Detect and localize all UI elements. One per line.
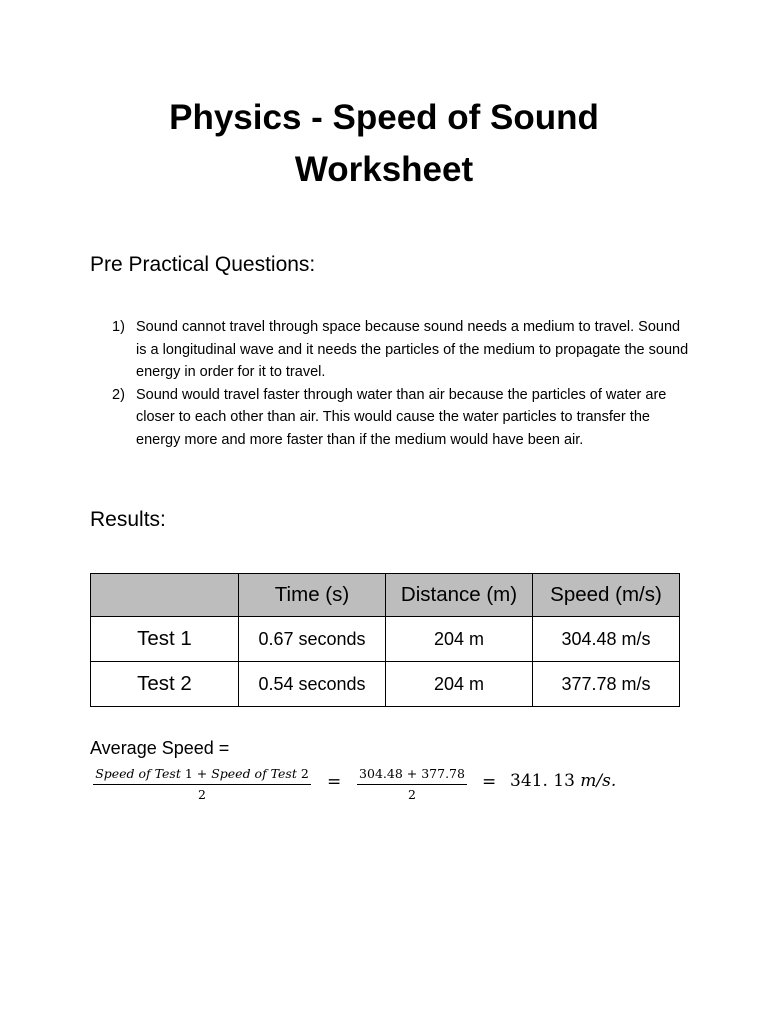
speed-cell: 304.48 m/s <box>533 617 680 662</box>
substituted-denominator: 2 <box>408 787 416 802</box>
distance-cell: 204 m <box>386 617 533 662</box>
row-label: Test 1 <box>91 617 239 662</box>
equals-sign: = <box>482 772 497 792</box>
question-item <box>112 384 692 452</box>
time-cell: 0.54 seconds <box>239 662 386 707</box>
average-speed-label: Average Speed = <box>90 738 230 758</box>
equals-sign: = <box>327 772 342 792</box>
question-answer-text: Sound cannot travel through space because sound needs a medium to travel. Sound is a longitudinal wave and it needs the particles of the medium to propagate the sound energy in order for it to travel. <box>136 319 689 381</box>
question-answer-text: Sound would travel faster through water than air because the particles of water are closer to each other than air. This would cause the water particles to transfer the energy more and more faster than if the medium would have been air. <box>136 386 667 448</box>
column-header-distance: Distance (m) <box>386 574 533 617</box>
title-line-2: Worksheet <box>294 150 474 189</box>
distance-cell: 204 m <box>386 662 533 707</box>
formula-numerator: Speed of Test 1 + Speed of Test 2 <box>93 766 311 785</box>
row-label: Test 2 <box>91 662 239 707</box>
question-number: 2) <box>112 386 125 403</box>
question-number: 1) <box>112 319 125 335</box>
formula-denominator: 2 <box>198 787 206 802</box>
average-formula-fraction <box>90 766 314 802</box>
question-item <box>112 316 692 384</box>
pre-practical-question-list <box>112 316 692 452</box>
pre-practical-heading: Pre Practical Questions: <box>90 253 316 276</box>
average-speed-result: 341. 13 m/s. <box>510 771 617 791</box>
column-header-empty <box>91 574 239 617</box>
time-cell: 0.67 seconds <box>239 617 386 662</box>
worksheet-title <box>0 92 768 196</box>
substituted-numerator: 304.48 + 377.78 <box>357 766 467 785</box>
results-table <box>90 573 680 707</box>
column-header-time: Time (s) <box>239 574 386 617</box>
table-row <box>91 662 680 707</box>
title-line-1: Physics - Speed of Sound <box>169 98 599 137</box>
table-row <box>91 617 680 662</box>
column-header-speed: Speed (m/s) <box>533 574 680 617</box>
results-heading: Results: <box>90 508 166 531</box>
substituted-values-fraction <box>356 766 468 802</box>
speed-cell: 377.78 m/s <box>533 662 680 707</box>
table-header-row <box>91 574 680 617</box>
